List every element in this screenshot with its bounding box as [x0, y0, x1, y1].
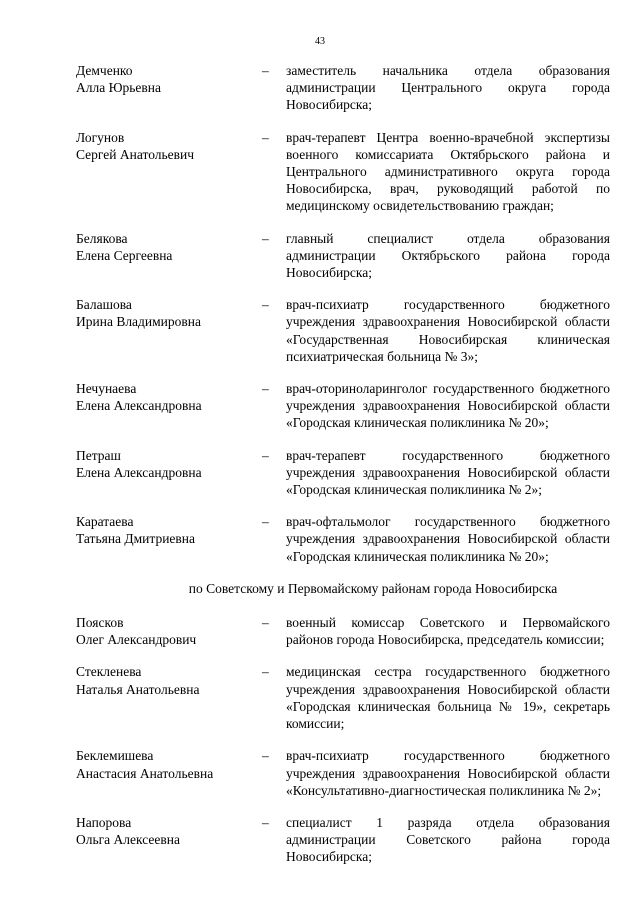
dash-separator: – [262, 814, 269, 830]
member-surname: Поясков [76, 615, 124, 631]
dash-separator: – [262, 664, 269, 680]
dash-separator: – [262, 230, 269, 246]
dash-separator: – [262, 615, 269, 631]
member-surname: Демченко [76, 63, 133, 78]
dash-separator: – [262, 297, 269, 313]
member-position: врач-психиатр государственного бюджетного учреждения здравоохранения Новосибирской области «Консультативно-диагностическая поликлиника № 2»; [286, 748, 610, 798]
dash-separator: – [262, 381, 269, 397]
member-given-names: Ольга Алексеевна [76, 832, 180, 848]
member-given-names: Сергей Анатольевич [76, 146, 195, 162]
member-name [76, 614, 262, 648]
member-entry [76, 747, 610, 799]
member-name [76, 380, 262, 432]
member-given-names: Татьяна Дмитриевна [76, 531, 196, 547]
member-name [76, 747, 262, 799]
member-given-names: Елена Александровна [76, 464, 202, 480]
member-surname: Нечунаева [76, 381, 137, 397]
member-name [76, 513, 262, 565]
member-entry [76, 380, 610, 432]
member-given-names: Елена Сергеевна [76, 247, 173, 263]
member-given-names: Анастасия Анатольевна [76, 765, 214, 781]
member-position: врач-офтальмолог государственного бюджетного учреждения здравоохранения Новосибирской области «Городская клиническая поликлиника № 20»; [286, 514, 610, 564]
member-surname: Балашова [76, 297, 132, 313]
member-entry [76, 447, 610, 499]
member-given-names: Елена Александровна [76, 398, 202, 414]
member-entry [76, 62, 610, 114]
member-given-names: Олег Александрович [76, 632, 197, 648]
member-entry [76, 614, 610, 648]
member-entry [76, 663, 610, 732]
member-surname: Стекленева [76, 664, 142, 680]
dash-separator: – [262, 748, 269, 764]
member-surname: Логунов [76, 129, 125, 145]
member-given-names: Алла Юрьевна [76, 80, 161, 96]
member-surname: Напорова [76, 814, 132, 830]
section-heading: по Советскому и Первомайскому районам города Новосибирска [188, 580, 558, 596]
member-position: военный комиссар Советского и Первомайского районов города Новосибирска, председатель комиссии; [286, 615, 610, 648]
member-name [76, 62, 262, 114]
member-entry [76, 230, 610, 282]
commission-members-list [76, 62, 610, 881]
member-position: врач-терапевт государственного бюджетного учреждения здравоохранения Новосибирской области «Городская клиническая поликлиника № 2»; [286, 447, 610, 498]
member-entry [76, 513, 610, 565]
member-surname: Петраш [76, 447, 121, 463]
member-position: медицинская сестра государственного бюджетного учреждения здравоохранения Новосибирской области «Городская клиническая больница № 19», секретарь комиссии; [286, 664, 610, 732]
member-position: врач-психиатр государственного бюджетного учреждения здравоохранения Новосибирской области «Государственная Новосибирская клиническая психиатрическая больница № 3»; [286, 297, 610, 364]
member-given-names: Ирина Владимировна [76, 314, 202, 330]
member-name [76, 230, 262, 282]
member-surname: Беклемишева [76, 748, 154, 764]
member-entry [76, 129, 610, 215]
member-surname: Белякова [76, 230, 128, 246]
member-given-names: Наталья Анатольевна [76, 681, 200, 697]
dash-separator: – [262, 514, 269, 530]
member-position: заместитель начальника отдела образования администрации Центрального округа города Новосибирска; [286, 63, 610, 113]
member-position: врач-оториноларинголог государственного бюджетного учреждения здравоохранения Новосибирской области «Городская клиническая поликлиника № 20»; [286, 381, 610, 431]
member-name [76, 296, 262, 365]
member-entry [76, 814, 610, 866]
page-number: 43 [315, 36, 325, 47]
member-surname: Каратаева [76, 514, 134, 530]
member-name [76, 663, 262, 732]
member-entry [76, 296, 610, 365]
member-name [76, 814, 262, 866]
member-name [76, 447, 262, 499]
member-position: специалист 1 разряда отдела образования администрации Советского района города Новосибирска; [286, 814, 610, 865]
dash-separator: – [262, 129, 269, 145]
member-position: главный специалист отдела образования администрации Октябрьского района города Новосибирска; [286, 230, 610, 281]
dash-separator: – [262, 63, 269, 78]
dash-separator: – [262, 447, 269, 463]
member-name [76, 129, 262, 215]
member-position: врач-терапевт Центра военно-врачебной экспертизы военного комиссариата Октябрьского района и Центрального административного округа города Новосибирска, врач, руководящий работой по медицинскому освидетельствованию граждан; [286, 129, 610, 214]
